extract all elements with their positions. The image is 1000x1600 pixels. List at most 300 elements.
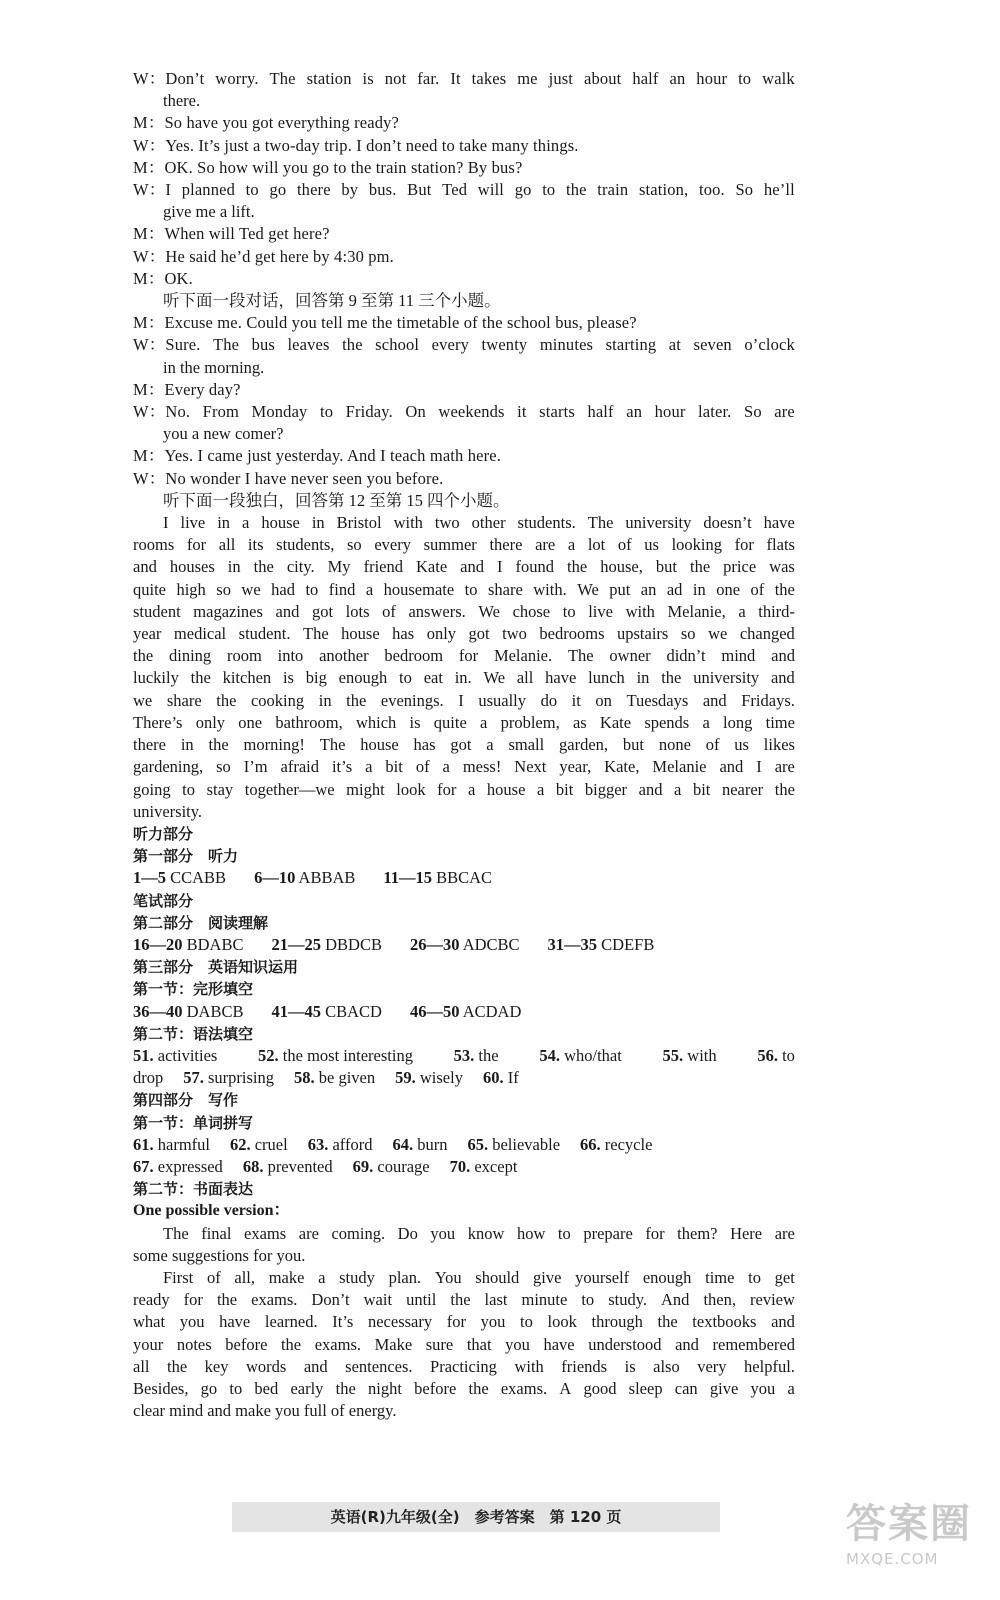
- paragraph-line: [133, 534, 795, 556]
- word: My: [327, 557, 351, 577]
- word: notes: [176, 1334, 212, 1354]
- word: later.: [698, 402, 732, 422]
- word: plan.: [388, 1267, 422, 1287]
- answer-group: [663, 1045, 717, 1067]
- word: Monday: [251, 402, 308, 422]
- word: of: [705, 735, 720, 755]
- monologue-text: [133, 512, 795, 823]
- word: exams: [244, 1223, 287, 1243]
- answer-value: to: [782, 1045, 795, 1065]
- answer-number: 11—15: [383, 868, 432, 888]
- word: looking: [671, 535, 723, 555]
- word: only: [195, 712, 226, 732]
- word: Bristol: [336, 513, 382, 533]
- word: upstairs: [617, 624, 669, 644]
- paragraph-line: university.: [133, 801, 203, 821]
- speaker-label: W：: [133, 135, 166, 155]
- word: quite: [433, 712, 467, 732]
- word: of: [382, 601, 396, 621]
- answer-group: [243, 1157, 333, 1176]
- word: me: [517, 69, 538, 88]
- word: to: [229, 1378, 243, 1398]
- word: chose: [512, 601, 551, 621]
- word: mess!: [462, 757, 502, 777]
- answer-number: 66.: [580, 1134, 601, 1154]
- word: the: [280, 1334, 302, 1354]
- word: as: [572, 712, 587, 732]
- word: find: [328, 579, 356, 599]
- word: W：Don’t: [133, 69, 205, 88]
- word: W：Sure.: [133, 335, 201, 355]
- answer-group: [383, 868, 492, 887]
- answer-number: 26—30: [409, 934, 460, 954]
- word: student: [133, 601, 181, 621]
- word: go: [514, 180, 532, 200]
- turn-continuation: you a new comer?: [163, 424, 284, 444]
- word: small: [508, 735, 545, 755]
- word: likes: [763, 735, 795, 755]
- word: exams.: [314, 1334, 361, 1354]
- answer-group: [133, 1045, 217, 1067]
- word: a: [702, 712, 710, 732]
- word: far.: [417, 69, 440, 88]
- word: friend: [363, 557, 403, 577]
- word: It: [450, 69, 461, 88]
- word: a: [442, 757, 450, 777]
- turn-continuation: in the morning.: [163, 357, 265, 377]
- word: to: [520, 1312, 533, 1332]
- word: should: [475, 1267, 520, 1287]
- word: the: [346, 690, 367, 710]
- word: We: [478, 601, 500, 621]
- word: with: [625, 601, 655, 621]
- answer-number: 59.: [395, 1068, 416, 1088]
- answer-value: burn: [417, 1134, 448, 1154]
- answer-value: be given: [318, 1068, 376, 1088]
- word: a: [365, 579, 374, 599]
- word: sleep: [628, 1378, 663, 1398]
- answer-value: harmful: [157, 1134, 210, 1154]
- word: station: [306, 69, 352, 88]
- word: in: [692, 579, 706, 599]
- word: The: [269, 69, 296, 88]
- word: the: [689, 557, 711, 577]
- word: for: [437, 779, 457, 799]
- word: share: [487, 579, 523, 599]
- word: minutes: [539, 335, 594, 355]
- dialogue-turn: [133, 223, 795, 245]
- word: is: [624, 1356, 636, 1376]
- word: in: [311, 513, 325, 533]
- word: The: [567, 646, 594, 666]
- heading-written: 笔试部分: [133, 891, 194, 910]
- word: in: [217, 513, 231, 533]
- answers-part1: [133, 867, 795, 889]
- dialogue-section-1: [133, 68, 795, 290]
- answer-group: [757, 1045, 795, 1067]
- word: just: [548, 69, 574, 88]
- word: takes: [471, 69, 507, 88]
- word: a: [468, 779, 476, 799]
- word: by: [341, 180, 359, 200]
- answer-value: drop: [133, 1068, 164, 1088]
- paragraph-line: [133, 667, 795, 689]
- word: a: [242, 513, 250, 533]
- turn-text: OK.: [164, 268, 193, 288]
- word: you: [505, 1334, 530, 1354]
- answer-value: cruel: [254, 1134, 288, 1154]
- word: the: [774, 579, 795, 599]
- answer-number: 60.: [482, 1068, 504, 1088]
- answer-number: 65.: [467, 1134, 489, 1154]
- word: Ted: [442, 180, 468, 200]
- speaker-label: M：: [133, 379, 165, 399]
- word: But: [407, 180, 432, 200]
- word: evenings.: [380, 690, 444, 710]
- word: got: [311, 601, 334, 621]
- word: school: [375, 335, 420, 355]
- word: for: [186, 535, 207, 555]
- answer-number: 67.: [133, 1156, 154, 1176]
- answer-number: 31—35: [547, 934, 598, 954]
- word: a: [567, 535, 576, 555]
- answer-value: If: [507, 1068, 519, 1088]
- answer-number: 55.: [662, 1045, 684, 1065]
- word: yourself: [575, 1267, 630, 1287]
- answer-group: [230, 1135, 288, 1154]
- word: have: [763, 513, 795, 533]
- word: eat: [423, 668, 443, 688]
- word: in.: [454, 668, 472, 688]
- word: Fridays.: [741, 690, 795, 710]
- answer-value: DABCB: [186, 1001, 244, 1021]
- word: sentences.: [345, 1356, 413, 1376]
- word: helpful.: [744, 1356, 795, 1376]
- word: bit: [555, 779, 574, 799]
- word: us: [734, 735, 749, 755]
- word: to: [557, 1223, 571, 1243]
- word: the: [450, 1290, 471, 1310]
- word: look: [547, 1312, 577, 1332]
- word: the: [167, 1356, 188, 1376]
- answer-value: ABBAB: [298, 868, 356, 888]
- dialogue-turn: [133, 379, 795, 401]
- turn-text: OK. So how will you go to the train station? By bus?: [164, 157, 523, 177]
- word: how: [516, 1223, 546, 1243]
- word: From: [202, 402, 240, 422]
- word: house: [341, 624, 380, 644]
- word: give: [709, 1378, 739, 1398]
- word: study.: [608, 1290, 647, 1310]
- paragraph-line: [133, 734, 795, 756]
- answer-value: the: [478, 1045, 499, 1065]
- answer-group: [580, 1135, 652, 1154]
- essay-paragraph-1: [133, 1223, 795, 1267]
- word: other: [471, 513, 506, 533]
- answer-group: [483, 1068, 519, 1087]
- paragraph-line: [133, 1334, 795, 1356]
- answers-cloze: [133, 1001, 795, 1023]
- answer-value: BBCAC: [436, 868, 493, 888]
- word: Melanie.: [493, 646, 553, 666]
- watermark-logo: 答案圈: [846, 1501, 972, 1547]
- word: for: [183, 1290, 203, 1310]
- word: hour: [654, 402, 686, 422]
- word: student.: [238, 624, 291, 644]
- answer-group: [548, 935, 655, 954]
- answer-value: expressed: [157, 1156, 223, 1176]
- answer-value: DBDCB: [325, 934, 382, 954]
- word: are: [535, 535, 556, 555]
- word: sure: [425, 1334, 454, 1354]
- word: of: [617, 535, 632, 555]
- word: the: [335, 1378, 356, 1398]
- word: for: [734, 535, 754, 555]
- word: do: [540, 690, 558, 710]
- word: know: [467, 1223, 505, 1243]
- word: its: [247, 535, 264, 555]
- word: changed: [739, 624, 795, 644]
- word: We: [483, 668, 506, 688]
- word: for: [446, 1312, 466, 1332]
- word: There’s: [133, 712, 183, 732]
- word: make: [268, 1267, 305, 1287]
- word: to: [305, 579, 319, 599]
- word: answers.: [408, 601, 466, 621]
- word: you: [179, 1312, 205, 1332]
- word: of: [206, 1267, 221, 1287]
- word: I: [458, 690, 464, 710]
- word: to: [748, 1267, 761, 1287]
- answer-group: [133, 1068, 163, 1087]
- word: a: [486, 735, 494, 755]
- turn-text: Yes. I came just yesterday. And I teach math here.: [164, 446, 501, 466]
- word: kitchen: [222, 668, 272, 688]
- speaker-label: W：: [133, 468, 166, 488]
- paragraph-line: [133, 712, 795, 734]
- heading-cloze: 第一节：完形填空: [133, 980, 254, 999]
- word: final: [201, 1223, 232, 1243]
- dialogue-turn: [133, 445, 795, 467]
- word: Kate: [599, 712, 632, 732]
- answer-number: 58.: [294, 1068, 315, 1088]
- word: I: [163, 513, 169, 533]
- dialogue-turn: [133, 135, 795, 157]
- word: room: [226, 646, 262, 666]
- word: so: [216, 757, 231, 777]
- word: bus: [251, 335, 275, 355]
- answer-value: ADCBC: [462, 934, 520, 954]
- heading-part4: 第四部分 写作: [133, 1091, 239, 1110]
- dialogue-turn: [133, 68, 795, 90]
- word: got: [468, 624, 490, 644]
- word: a: [536, 779, 545, 799]
- word: W：I: [133, 180, 172, 200]
- word: a: [738, 601, 746, 621]
- word: quite: [133, 579, 166, 599]
- word: I’m: [243, 757, 268, 777]
- word: in: [318, 690, 332, 710]
- word: medical: [173, 624, 227, 644]
- word: starts: [539, 402, 575, 422]
- word: worry.: [215, 69, 259, 88]
- dialogue-section-2: [133, 312, 795, 490]
- word: too.: [698, 180, 725, 200]
- word: university: [693, 668, 760, 688]
- word: of: [415, 757, 430, 777]
- answer-group: [133, 1157, 223, 1176]
- answer-value: CBACD: [325, 1001, 382, 1021]
- word: The: [163, 1223, 189, 1243]
- word: it’s: [331, 757, 353, 777]
- word: the: [208, 735, 229, 755]
- word: for: [458, 646, 479, 666]
- word: at: [668, 335, 682, 355]
- word: review: [750, 1290, 795, 1310]
- answer-value: CDEFB: [601, 934, 655, 954]
- answer-number: 6—10: [254, 868, 296, 888]
- word: And: [661, 1290, 690, 1310]
- word: hour: [696, 69, 728, 88]
- word: time: [705, 1267, 735, 1287]
- word: to: [464, 579, 478, 599]
- word: them?: [677, 1223, 718, 1243]
- paragraph-line: [133, 645, 795, 667]
- answer-number: 62.: [229, 1134, 251, 1154]
- answer-number: 64.: [392, 1134, 414, 1154]
- answer-number: 69.: [352, 1156, 374, 1176]
- speaker-label: M：: [133, 113, 165, 133]
- word: the: [657, 1312, 678, 1332]
- word: go: [200, 1378, 218, 1398]
- word: Next: [514, 757, 547, 777]
- word: one: [238, 712, 263, 732]
- word: bit: [692, 779, 711, 799]
- dialogue-turn: [133, 246, 795, 268]
- answer-value: with: [687, 1045, 717, 1065]
- word: The: [212, 335, 240, 355]
- word: Besides,: [133, 1378, 189, 1398]
- paragraph-line: [133, 1223, 795, 1245]
- paragraph-line: [133, 623, 795, 645]
- word: students,: [276, 535, 335, 555]
- turn-continuation: there.: [163, 91, 201, 111]
- answer-value: who/that: [564, 1045, 622, 1065]
- paragraph-line: [133, 779, 795, 801]
- word: It’s: [332, 1312, 354, 1332]
- word: station,: [638, 180, 689, 200]
- dialogue-turn: [133, 468, 795, 490]
- answer-number: 61.: [133, 1134, 154, 1154]
- word: exams.: [251, 1290, 298, 1310]
- speaker-label: M：: [133, 268, 165, 288]
- word: dining: [168, 646, 212, 666]
- word: remembered: [712, 1334, 795, 1354]
- word: Don’t: [311, 1290, 350, 1310]
- turn-text: No wonder I have never seen you before.: [165, 468, 444, 488]
- word: the: [133, 646, 154, 666]
- word: was: [769, 557, 795, 577]
- answer-value: recycle: [604, 1134, 653, 1154]
- word: problem,: [500, 712, 560, 732]
- word: your: [133, 1334, 164, 1354]
- word: are: [774, 1223, 795, 1243]
- word: have: [543, 1334, 575, 1354]
- word: weekends: [438, 402, 505, 422]
- answer-group: [294, 1068, 375, 1087]
- speaker-label: M：: [133, 313, 165, 333]
- word: summer: [423, 535, 477, 555]
- essay-paragraph-2: [133, 1267, 795, 1422]
- word: two: [434, 513, 460, 533]
- dialogue-turn: [133, 112, 795, 134]
- word: prepare: [583, 1223, 633, 1243]
- intro-dialogue-2: 听下面一段对话，回答第 9 至第 11 三个小题。: [163, 291, 501, 311]
- speaker-label: M：: [133, 157, 165, 177]
- word: owner: [609, 646, 651, 666]
- word: all: [218, 535, 236, 555]
- word: rooms: [133, 535, 175, 555]
- word: Kate,: [604, 757, 640, 777]
- word: can: [674, 1378, 698, 1398]
- turn-text: He said he’d get here by 4:30 pm.: [165, 246, 394, 266]
- answer-group: [454, 1045, 499, 1067]
- word: houses: [169, 557, 215, 577]
- word: to: [542, 180, 556, 200]
- word: you: [430, 1223, 456, 1243]
- word: only: [426, 624, 457, 644]
- word: through: [591, 1312, 643, 1332]
- word: that: [466, 1334, 492, 1354]
- answer-group: [133, 1002, 243, 1021]
- word: and: [303, 1356, 328, 1376]
- answer-number: 63.: [307, 1134, 329, 1154]
- word: a: [674, 779, 682, 799]
- answer-value: prevented: [267, 1156, 333, 1176]
- answer-group: [258, 1045, 413, 1067]
- answer-group: [183, 1068, 274, 1087]
- word: it: [517, 402, 527, 422]
- word: luckily: [133, 668, 179, 688]
- paragraph-line: [133, 1267, 795, 1289]
- word: are: [298, 1223, 319, 1243]
- word: flats: [766, 535, 795, 555]
- dialogue-turn: [133, 334, 795, 356]
- word: is: [409, 712, 421, 732]
- paragraph-line: clear mind and make you full of energy.: [133, 1401, 397, 1421]
- word: until: [406, 1290, 437, 1310]
- word: Melanie,: [667, 601, 726, 621]
- word: then,: [703, 1290, 736, 1310]
- essay-label: One possible version：: [133, 1202, 290, 1220]
- word: and: [638, 779, 663, 799]
- word: learned.: [264, 1312, 318, 1332]
- word: going: [133, 779, 171, 799]
- word: friends: [561, 1356, 608, 1376]
- word: the: [567, 557, 588, 577]
- page-footer: 英语(R)九年级(全) 参考答案 第 120 页: [232, 1502, 720, 1532]
- word: year,: [559, 757, 592, 777]
- word: has: [413, 735, 436, 755]
- answer-number: 56.: [757, 1045, 778, 1065]
- answer-group: [539, 1045, 622, 1067]
- intro-monologue: 听下面一段独白，回答第 12 至第 15 四个小题。: [163, 490, 510, 510]
- word: will: [477, 180, 505, 200]
- answer-value: afford: [332, 1134, 373, 1154]
- word: two: [502, 624, 527, 644]
- word: A: [559, 1378, 572, 1398]
- word: and: [675, 1334, 699, 1354]
